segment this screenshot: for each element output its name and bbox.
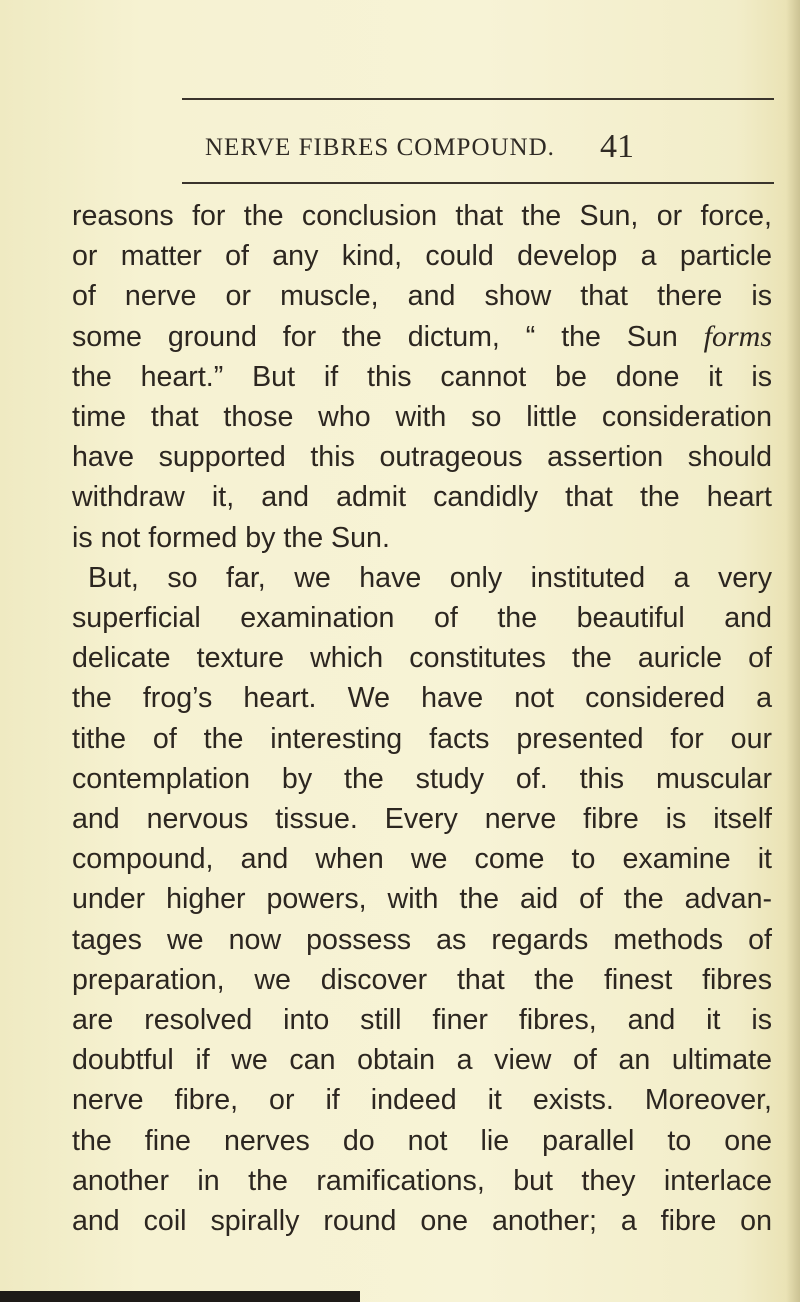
text-line: is not formed by the Sun. — [72, 521, 390, 554]
page-edge-shadow — [786, 0, 800, 1302]
text-line: are resolved into still finer fibres, and it is — [72, 1004, 772, 1037]
text-line — [72, 317, 772, 357]
text-line: another in the ramifications, but they interlace — [72, 1164, 772, 1197]
text-line-segment: some ground for the dictum, “ the Sun — [72, 320, 678, 353]
text-line: the fine nerves do not lie parallel to one — [72, 1124, 772, 1157]
text-line: tages we now possess as regards methods of — [72, 923, 772, 956]
text-line: time that those who with so little consideration — [72, 401, 772, 434]
text-line: tithe of the interesting facts presented for our — [72, 722, 772, 755]
text-line: and coil spirally round one another; a fibre on — [72, 1205, 772, 1238]
text-line: have supported this outrageous assertion should — [72, 441, 772, 474]
text-line: But, so far, we have only instituted a very — [88, 561, 772, 594]
page-number: 41 — [600, 128, 634, 165]
text-line: reasons for the conclusion that the Sun, or force, — [72, 200, 772, 232]
text-line: preparation, we discover that the finest fibres — [72, 963, 772, 996]
italic-word: forms — [703, 319, 772, 353]
text-line: the heart.” But if this cannot be done it is — [72, 360, 772, 393]
text-line: under higher powers, with the aid of the advan- — [72, 883, 772, 916]
body-text — [72, 196, 772, 1241]
text-line: compound, and when we come to examine it — [72, 843, 772, 876]
bottom-edge-strip — [0, 1291, 360, 1302]
text-line: nerve fibre, or if indeed it exists. Moreover, — [72, 1084, 772, 1117]
text-line: or matter of any kind, could develop a particle — [72, 240, 772, 273]
header-top-rule — [182, 98, 774, 100]
text-line: withdraw it, and admit candidly that the heart — [72, 481, 772, 514]
text-line: doubtful if we can obtain a view of an ultimate — [72, 1044, 772, 1077]
text-line: the frog’s heart. We have not considered a — [72, 682, 772, 715]
text-line: and nervous tissue. Every nerve fibre is itself — [72, 803, 772, 836]
header-bottom-rule — [182, 182, 774, 184]
text-line: of nerve or muscle, and show that there is — [72, 280, 772, 313]
text-line: contemplation by the study of. this muscular — [72, 762, 772, 795]
text-line: superficial examination of the beautiful and — [72, 602, 772, 635]
running-header-title: NERVE FIBRES COMPOUND. — [205, 134, 555, 161]
text-line: delicate texture which constitutes the auricle of — [72, 642, 772, 675]
